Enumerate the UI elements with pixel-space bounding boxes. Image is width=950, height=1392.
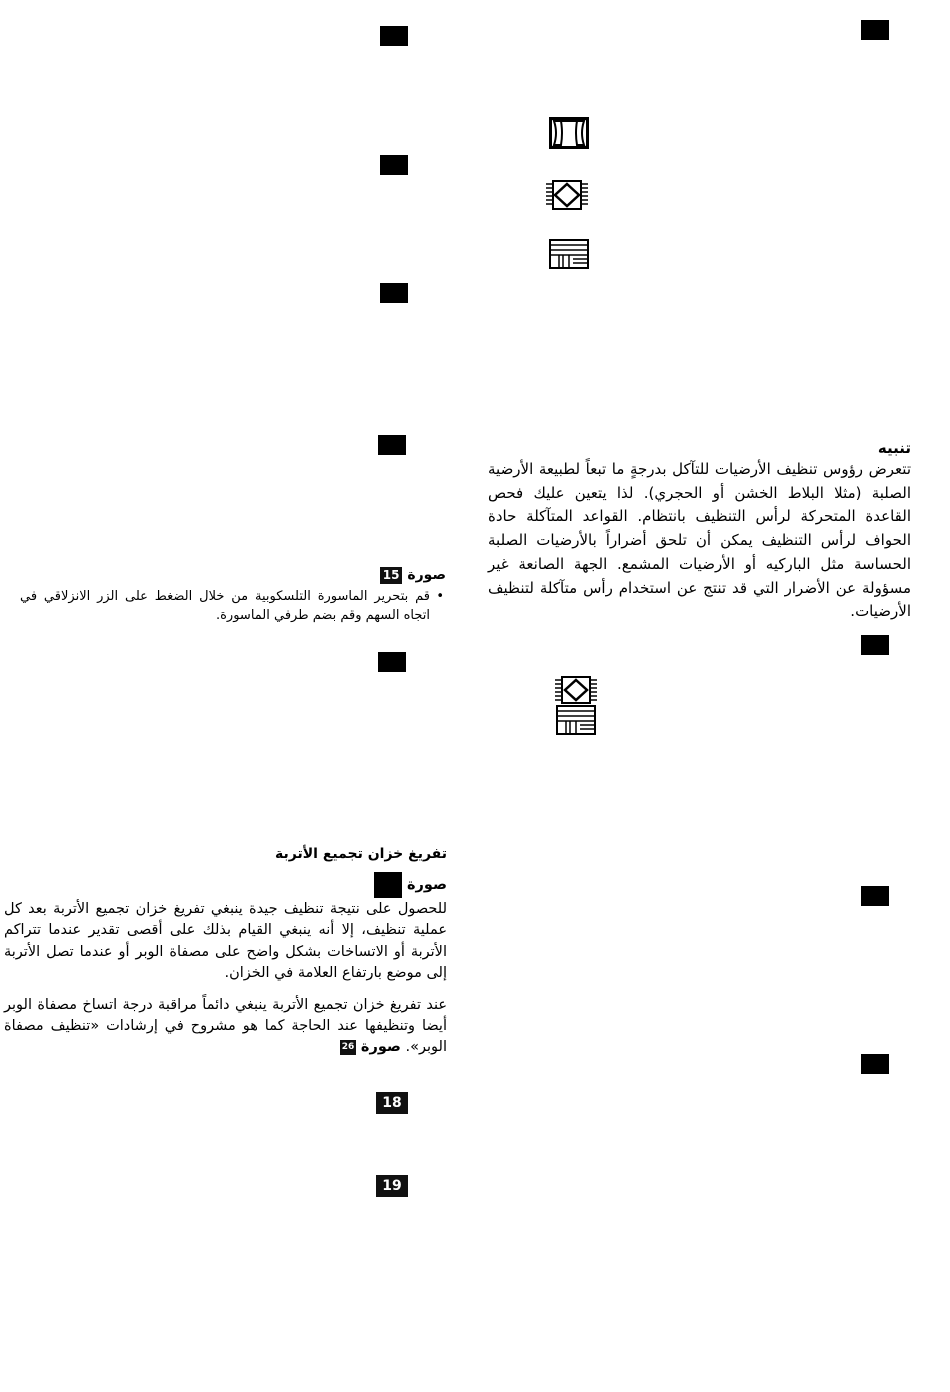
dust-container-section [4, 843, 447, 1059]
figure-15-instruction: • قم بتحرير الماسورة التلسكوبية من خلال الضغط على الزر الانزلاقي في اتجاه السهم وقم بضم طرفي الماسورة. [20, 587, 446, 625]
figure-marker [380, 283, 408, 303]
figure-label: صورة [407, 567, 446, 583]
figure-label: صورة [406, 877, 447, 893]
figure-marker [380, 26, 408, 46]
figure-15-caption [20, 565, 446, 585]
page-number-18: 18 [376, 1092, 408, 1114]
rug-icon [555, 676, 597, 708]
hard-floor-icon [549, 239, 589, 273]
figure-number-placeholder [374, 872, 402, 898]
figure-caption [4, 871, 447, 899]
caution-section [488, 438, 911, 624]
dust-paragraph-1: للحصول على نتيجة تنظيف جيدة ينبغي تفريغ خزان تجميع الأتربة بعد كل عملية تنظيف، إلا أنه ينبغي القيام بذلك على أقصى تقدير عندما تتراكم الأتربة أو الاتساخات بشكل واضح على مصفاة الوبر أو عندما تصل الأتربة إلى موضع بارتفاع العلامة في الخزان. [4, 901, 447, 982]
page-number-19: 19 [376, 1175, 408, 1197]
figure-marker [380, 155, 408, 175]
curtain-icon [549, 117, 589, 153]
dust-paragraph-2 [4, 995, 447, 1059]
figure-ref-badge: 26 [340, 1040, 357, 1055]
figure-ref-label: صورة [360, 1039, 401, 1056]
caution-body: تتعرض رؤوس تنظيف الأرضيات للتآكل بدرجةٍ ما تبعاً لطبيعة الأرضية الصلبة (مثلا البلاط الخشن أو الحجري). لذا يتعين عليك فحص القاعدة المتحركة لرأس التنظيف بانتظام. القواعد المتآكلة حادة الحواف لرأس التنظيف يمكن أن تلحق أضراراً بالأرضيات الصلبة الحساسة مثل الباركيه أو الأرضيات المشمع. الجهة الصانعة غير مسؤولة عن الأضرار التي قد تنتج عن استخدام رأس متآكلة لتنظيف الأرضيات. [488, 460, 911, 621]
hard-floor-icon [556, 705, 596, 739]
figure-marker [861, 20, 889, 40]
rug-icon [546, 180, 588, 214]
caution-title: تنبيه [877, 439, 911, 457]
figure-marker [378, 435, 406, 455]
figure-marker [861, 635, 889, 655]
figure-marker [861, 886, 889, 906]
dust-paragraph-2-text: عند تفريغ خزان تجميع الأتربة ينبغي دائماً مراقبة درجة اتساخ مصفاة الوبر أيضا وتنظيفها عند الحاجة كما هو مشروح في إرشادات «تنظيف مصفاة الوبر». [4, 996, 447, 1056]
figure-number-badge: 15 [380, 567, 403, 584]
figure-15-section [20, 565, 446, 625]
section-title: تفريغ خزان تجميع الأتربة [275, 846, 447, 862]
figure-marker [861, 1054, 889, 1074]
figure-marker [378, 652, 406, 672]
